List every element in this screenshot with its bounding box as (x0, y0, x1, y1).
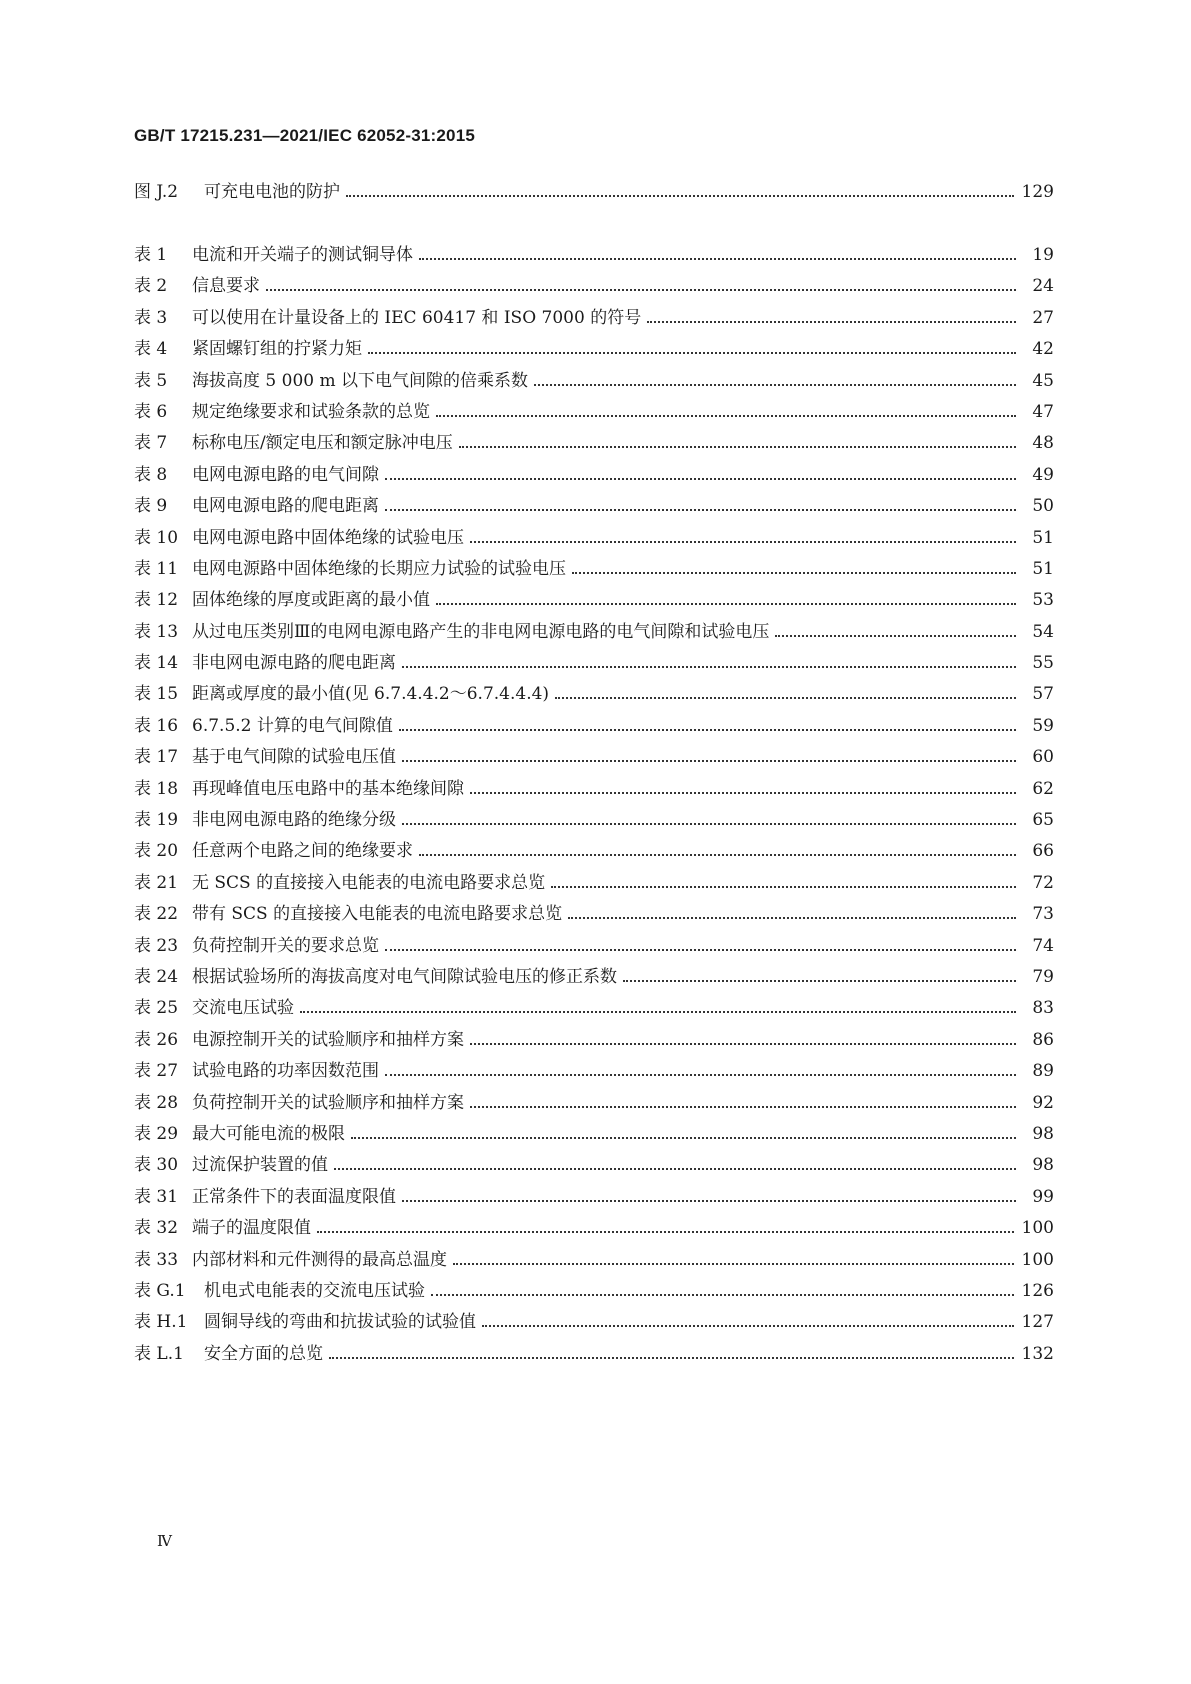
dot-leader (402, 760, 1016, 762)
entry-title: 基于电气间隙的试验电压值 (192, 747, 396, 768)
dot-leader (470, 792, 1016, 794)
table-entry[interactable] (134, 1182, 1054, 1213)
dot-leader (470, 1043, 1016, 1045)
dot-leader (419, 258, 1016, 260)
entry-title: 距离或厚度的最小值(见 6.7.4.4.2～6.7.4.4.4) (192, 684, 550, 705)
entry-title: 非电网电源电路的绝缘分级 (192, 810, 396, 831)
table-entry[interactable] (134, 554, 1054, 585)
dot-leader (482, 1325, 1014, 1327)
dot-leader (534, 384, 1016, 386)
entry-number: 表 17 (134, 747, 179, 768)
entry-number: 表 19 (134, 810, 179, 831)
dot-leader (647, 321, 1016, 323)
entry-page: 79 (1032, 966, 1054, 987)
entry-page: 99 (1032, 1186, 1054, 1207)
entry-number: 表 1 (134, 245, 168, 265)
dot-leader (436, 415, 1016, 417)
dot-leader (436, 603, 1016, 605)
entry-title: 标称电压/额定电压和额定脉冲电压 (192, 433, 453, 454)
entry-page: 54 (1032, 621, 1054, 642)
table-entry[interactable] (134, 491, 1054, 522)
entry-page: 24 (1032, 276, 1054, 297)
entry-title: 带有 SCS 的直接接入电能表的电流电路要求总览 (192, 904, 563, 925)
entry-number: 表 24 (134, 966, 179, 987)
dot-leader (317, 1231, 1014, 1233)
table-entry[interactable] (134, 1119, 1054, 1150)
entry-number: 表 26 (134, 1029, 179, 1050)
entry-title: 端子的温度限值 (192, 1218, 311, 1239)
table-entry[interactable] (134, 648, 1054, 679)
entry-page: 19 (1032, 245, 1054, 265)
entry-title: 电源控制开关的试验顺序和抽样方案 (192, 1029, 464, 1050)
entry-number: 表 G.1 (134, 1280, 186, 1301)
dot-leader (470, 541, 1016, 543)
table-entry[interactable] (134, 271, 1054, 302)
table-entry[interactable] (134, 679, 1054, 710)
table-entry[interactable] (134, 1307, 1054, 1338)
entry-page: 83 (1032, 998, 1054, 1019)
entry-title: 电网电源电路中固体绝缘的试验电压 (192, 527, 464, 548)
entry-number: 表 16 (134, 715, 179, 736)
table-list (134, 240, 1054, 1370)
entry-page: 57 (1032, 684, 1054, 705)
entry-number: 表 9 (134, 496, 168, 517)
entry-page: 129 (1021, 182, 1054, 202)
entry-page: 73 (1032, 904, 1054, 925)
entry-number: 表 21 (134, 872, 179, 893)
entry-title: 非电网电源电路的爬电距离 (192, 653, 396, 674)
table-entry[interactable] (134, 397, 1054, 428)
entry-title: 电网电源电路的爬电距离 (192, 496, 379, 517)
entry-page: 89 (1032, 1061, 1054, 1082)
table-entry[interactable] (134, 1150, 1054, 1181)
entry-page: 98 (1032, 1155, 1054, 1176)
dot-leader (402, 666, 1016, 668)
entry-page: 50 (1032, 496, 1054, 517)
entry-number: 表 H.1 (134, 1312, 188, 1333)
dot-leader (266, 289, 1016, 291)
entry-number: 表 22 (134, 904, 179, 925)
dot-leader (385, 478, 1016, 480)
entry-page: 86 (1032, 1029, 1054, 1050)
page-number: Ⅳ (157, 1532, 172, 1550)
entry-page: 98 (1032, 1123, 1054, 1144)
entry-title: 任意两个电路之间的绝缘要求 (192, 841, 413, 862)
table-entry[interactable] (134, 1056, 1054, 1087)
entry-number: 表 28 (134, 1092, 179, 1113)
entry-number: 表 27 (134, 1061, 179, 1082)
dot-leader (399, 729, 1016, 731)
entry-page: 65 (1032, 810, 1054, 831)
entry-page: 53 (1032, 590, 1054, 611)
dot-leader (385, 1074, 1016, 1076)
table-entry[interactable] (134, 334, 1054, 365)
table-entry[interactable] (134, 240, 1054, 271)
dot-leader (419, 854, 1016, 856)
table-entry[interactable] (134, 836, 1054, 867)
entry-page: 72 (1032, 872, 1054, 893)
entry-number: 表 10 (134, 527, 179, 548)
entry-title: 最大可能电流的极限 (192, 1123, 345, 1144)
entry-page: 55 (1032, 653, 1054, 674)
entry-title: 圆铜导线的弯曲和抗拔试验的试验值 (204, 1312, 476, 1333)
entry-page: 45 (1032, 370, 1054, 391)
entry-number: 表 L.1 (134, 1343, 184, 1364)
dot-leader (555, 697, 1016, 699)
entry-number: 表 5 (134, 370, 168, 391)
entry-page: 51 (1032, 558, 1054, 579)
table-entry[interactable] (134, 711, 1054, 742)
table-entry[interactable] (134, 617, 1054, 648)
table-entry[interactable] (134, 1276, 1054, 1307)
entry-page: 100 (1021, 1218, 1054, 1239)
entry-number: 表 11 (134, 558, 179, 579)
dot-leader (453, 1263, 1014, 1265)
dot-leader (385, 949, 1016, 951)
entry-title: 可以使用在计量设备上的 IEC 60417 和 ISO 7000 的符号 (192, 307, 642, 328)
entry-title: 紧固螺钉组的拧紧力矩 (192, 339, 362, 360)
dot-leader (568, 917, 1016, 919)
figure-list (134, 177, 1054, 208)
dot-leader (334, 1168, 1016, 1170)
table-entry[interactable] (134, 1088, 1054, 1119)
dot-leader (346, 195, 1014, 197)
entry-title: 正常条件下的表面温度限值 (192, 1186, 396, 1207)
entry-number: 表 14 (134, 653, 179, 674)
entry-number: 表 13 (134, 621, 179, 642)
entry-title: 负荷控制开关的试验顺序和抽样方案 (192, 1092, 464, 1113)
entry-page: 49 (1032, 464, 1054, 485)
entry-title: 电流和开关端子的测试铜导体 (192, 245, 413, 265)
entry-title: 海拔高度 5 000 m 以下电气间隙的倍乘系数 (192, 370, 528, 391)
entry-number: 表 4 (134, 339, 168, 360)
table-entry[interactable] (134, 805, 1054, 836)
dot-leader (775, 635, 1016, 637)
entry-number: 表 25 (134, 998, 179, 1019)
entry-number: 表 15 (134, 684, 179, 705)
entry-title: 电网电源路中固体绝缘的长期应力试验的试验电压 (192, 558, 566, 579)
dot-leader (623, 980, 1016, 982)
entry-number: 表 31 (134, 1186, 179, 1207)
entry-page: 132 (1021, 1343, 1054, 1364)
entry-page: 66 (1032, 841, 1054, 862)
entry-page: 92 (1032, 1092, 1054, 1113)
table-entry[interactable] (134, 993, 1054, 1024)
entry-page: 126 (1021, 1280, 1054, 1301)
dot-leader (470, 1106, 1016, 1108)
table-entry[interactable] (134, 1245, 1054, 1276)
table-entry[interactable] (134, 303, 1054, 334)
entry-page: 48 (1032, 433, 1054, 454)
dot-leader (551, 886, 1016, 888)
entry-title: 信息要求 (192, 276, 260, 297)
table-entry[interactable] (134, 868, 1054, 899)
dot-leader (459, 446, 1016, 448)
table-entry[interactable] (134, 1339, 1054, 1370)
entry-number: 表 3 (134, 307, 168, 328)
entry-page: 62 (1032, 778, 1054, 799)
table-entry[interactable] (134, 899, 1054, 930)
dot-leader (572, 572, 1016, 574)
dot-leader (351, 1137, 1016, 1139)
entry-title: 交流电压试验 (192, 998, 294, 1019)
table-entry[interactable] (134, 523, 1054, 554)
entry-title: 根据试验场所的海拔高度对电气间隙试验电压的修正系数 (192, 966, 617, 987)
entry-page: 100 (1021, 1249, 1054, 1270)
entry-number: 表 6 (134, 401, 168, 422)
entry-title: 再现峰值电压电路中的基本绝缘间隙 (192, 778, 464, 799)
entry-number: 表 12 (134, 590, 179, 611)
entry-title: 从过电压类别Ⅲ的电网电源电路产生的非电网电源电路的电气间隙和试验电压 (192, 621, 770, 642)
entry-title: 试验电路的功率因数范围 (192, 1061, 379, 1082)
table-entry[interactable] (134, 1213, 1054, 1244)
table-entry[interactable] (134, 1025, 1054, 1056)
entry-page: 42 (1032, 339, 1054, 360)
entry-title: 6.7.5.2 计算的电气间隙值 (192, 715, 393, 736)
entry-number: 表 23 (134, 935, 179, 956)
dot-leader (368, 352, 1016, 354)
figure-entry[interactable] (134, 177, 1054, 208)
entry-page: 27 (1032, 307, 1054, 328)
entry-number: 表 29 (134, 1123, 179, 1144)
table-entry[interactable] (134, 366, 1054, 397)
entry-number: 表 8 (134, 464, 168, 485)
entry-title: 固体绝缘的厚度或距离的最小值 (192, 590, 430, 611)
dot-leader (402, 823, 1016, 825)
entry-number: 表 2 (134, 276, 168, 297)
table-entry[interactable] (134, 428, 1054, 459)
entry-title: 无 SCS 的直接接入电能表的电流电路要求总览 (192, 872, 546, 893)
entry-number: 图 J.2 (134, 182, 179, 202)
entry-page: 74 (1032, 935, 1054, 956)
entry-number: 表 18 (134, 778, 179, 799)
table-entry[interactable] (134, 774, 1054, 805)
entry-title: 机电式电能表的交流电压试验 (204, 1280, 425, 1301)
entry-title: 内部材料和元件测得的最高总温度 (192, 1249, 447, 1270)
dot-leader (385, 509, 1016, 511)
entry-title: 负荷控制开关的要求总览 (192, 935, 379, 956)
entry-title: 规定绝缘要求和试验条款的总览 (192, 401, 430, 422)
dot-leader (300, 1011, 1016, 1013)
entry-page: 59 (1032, 715, 1054, 736)
table-entry[interactable] (134, 931, 1054, 962)
entry-number: 表 20 (134, 841, 179, 862)
entry-page: 47 (1032, 401, 1054, 422)
entry-title: 安全方面的总览 (204, 1343, 323, 1364)
dot-leader (402, 1200, 1016, 1202)
entry-number: 表 7 (134, 433, 168, 454)
table-entry[interactable] (134, 585, 1054, 616)
entry-title: 过流保护装置的值 (192, 1155, 328, 1176)
entry-page: 51 (1032, 527, 1054, 548)
table-entry[interactable] (134, 742, 1054, 773)
entry-page: 127 (1021, 1312, 1054, 1333)
entry-number: 表 33 (134, 1249, 179, 1270)
dot-leader (431, 1294, 1014, 1296)
document-header: GB/T 17215.231—2021/IEC 62052-31:2015 (134, 126, 476, 145)
table-entry[interactable] (134, 962, 1054, 993)
dot-leader (329, 1357, 1014, 1359)
entry-number: 表 32 (134, 1218, 179, 1239)
entry-number: 表 30 (134, 1155, 179, 1176)
entry-title: 可充电电池的防护 (204, 182, 340, 202)
table-entry[interactable] (134, 460, 1054, 491)
entry-title: 电网电源电路的电气间隙 (192, 464, 379, 485)
entry-page: 60 (1032, 747, 1054, 768)
